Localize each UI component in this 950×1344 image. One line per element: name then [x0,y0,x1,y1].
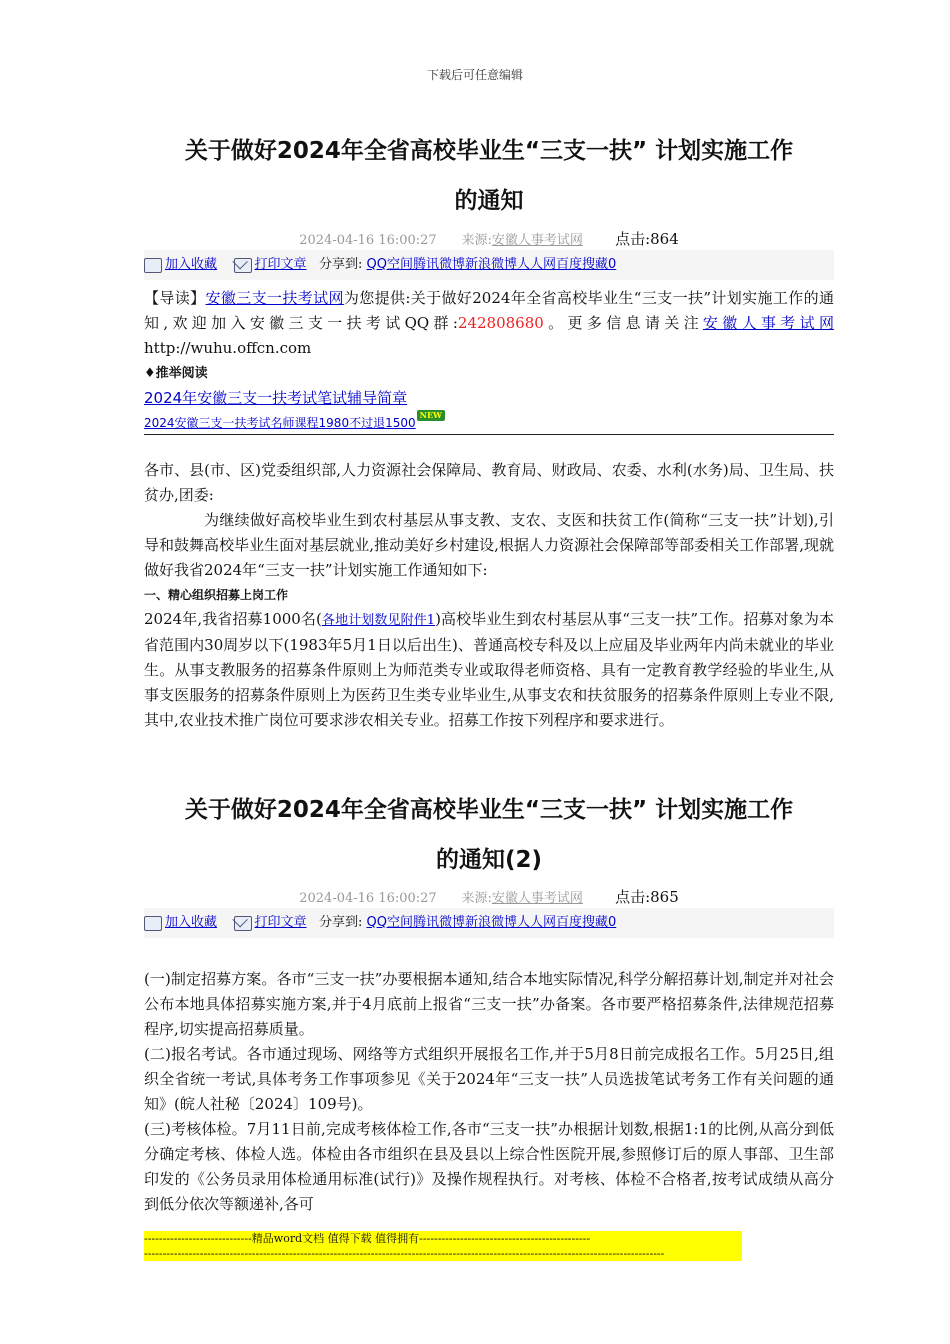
article-title-line1: 关于做好2024年全省高校毕业生“三支一扶” 计划实施工作 [184,138,794,164]
article-body-1 [144,458,834,733]
source-link[interactable]: 安徽人事考试网 [491,233,583,248]
article2-title-line1: 关于做好2024年全省高校毕业生“三支一扶” 计划实施工作 [184,797,794,823]
article2-title-line2: 的通知(2) [435,847,543,873]
footer-banner [144,1231,742,1261]
body-para-3 [144,607,834,733]
article-toolbar [144,250,834,280]
recommend-heading: ♦推举阅读 [144,366,208,381]
recommend-block [144,362,834,435]
footer-line-2: -------------------------------------------------------------------------------------------------------------------------------------------- [144,1247,665,1260]
source2-link[interactable]: 安徽人事考试网 [491,891,583,906]
article-datetime: 2024-04-16 16:00:27 [299,233,437,248]
recommend-item-1[interactable]: 2024年安徽三支一扶考试笔试辅导简章 [144,389,408,407]
intro-site2-link[interactable]: 安徽人事考试网 [702,314,834,332]
article-body-2 [144,967,834,1217]
source-label: 来源: [461,233,492,248]
add-favorite-link[interactable]: 加入收藏 [165,257,218,272]
intro-url: http://wuhu.offcn.com [144,339,312,357]
click-count: 点击:864 [615,230,679,248]
para3-text-a: 2024年,我省招募1000名( [144,610,322,628]
para3-text-b: )高校毕业生到农村基层从事“三支一扶”工作。招募对象为本省范围内30周岁以下(1983年5月1日以后出生)、普通高校专科及以上应届及毕业两年内尚未就业的毕业生。从事支教服务的招募条件原则上为师范类专业或取得老师资格、具有一定教育教学经验的毕业生,从事支医服务的招募条件原则上为医药卫生类专业毕业生,从事支农和扶贫服务的招募条件原则上专业不限,其中,农业技术推广岗位可要求涉农相关专业。招募工作按下列程序和要求进行。 [144,610,834,729]
header-note: 下载后可任意编辑 [426,68,523,82]
body-para-1: 各市、县(市、区)党委组织部,人力资源社会保障局、教育局、财政局、农委、水利(水务)局、卫生局、扶贫办,团委: [144,461,834,504]
add-favorite-link-2[interactable]: 加入收藏 [165,915,218,930]
intro-text1: 为您提供:关于做好2024年全省高校毕业生“三支一扶”计划实施工作的通知,欢迎加入安徽三支一扶考试QQ群: [144,289,834,332]
favorite-icon [144,258,162,273]
qq-number: 242808680 [457,314,544,332]
recommend-item-2[interactable]: 2024安徽三支一扶考试名师课程1980不过退1500 [144,416,416,430]
body2-para-1: (一)制定招募方案。各市“三支一扶”办要根据本通知,结合本地实际情况,科学分解招募计划,制定并对社会公布本地具体招募实施方案,并于4月底前上报省“三支一扶”办备案。各市要严格招募条件,法律规范招募程序,切实提高招募质量。 [144,970,834,1038]
print-article-link-2[interactable]: 打印文章 [254,915,307,930]
share-links[interactable]: QQ空间腾讯微博新浪微博人人网百度搜藏0 [366,257,617,272]
article2-meta [144,886,834,907]
mail-icon [234,916,252,931]
mail-icon [234,258,252,273]
divider [144,434,834,435]
click-count-2: 点击:865 [615,888,679,906]
intro-site-link[interactable]: 安徽三支一扶考试网 [205,289,344,307]
print-article-link[interactable]: 打印文章 [254,257,307,272]
article2-title [144,785,834,885]
article-title-line2: 的通知 [454,188,524,214]
body2-para-3: (三)考核体检。7月11日前,完成考核体检工作,各市“三支一扶”办根据计划数,根据1:1的比例,从高分到低分确定考核、体检人选。体检由各市组织在县及县以上综合性医院开展,参照修订后的原人事部、卫生部印发的《公务员录用体检通用标准(试行)》及操作规程执行。对考核、体检不合格者,按考试成绩从高分到低分依次等额递补,各可 [144,1120,834,1213]
article-title [144,126,834,226]
attachment-link[interactable]: 各地计划数见附件1 [321,613,436,628]
new-badge: NEW [417,410,445,421]
share-links-2[interactable]: QQ空间腾讯微博新浪微博人人网百度搜藏0 [366,915,617,930]
share-label-2: 分享到: [318,915,363,930]
section-heading: 一、精心组织招募上岗工作 [144,588,289,602]
intro-text2: 。更多信息请关注 [543,314,703,332]
footer-line-1: -----------------------------精品word文档 值得下载 值得拥有---------------------------------------------- [144,1232,591,1245]
intro-block [144,286,834,361]
article2-datetime: 2024-04-16 16:00:27 [299,891,437,906]
body2-para-2: (二)报名考试。各市通过现场、网络等方式组织开展报名工作,并于5月8日前完成报名工作。5月25日,组织全省统一考试,具体考务工作事项参见《关于2024年“三支一扶”人员选拔笔试考务工作有关问题的通知》(皖人社秘〔2024〕109号)。 [144,1045,834,1113]
article2-toolbar [144,908,834,938]
article-meta [144,228,834,249]
body-para-2: 为继续做好高校毕业生到农村基层从事支教、支农、支医和扶贫工作(简称“三支一扶”计划),引导和鼓舞高校毕业生面对基层就业,推动美好乡村建设,根据人力资源社会保障部等部委相关工作部署,现就做好我省2024年“三支一扶”计划实施工作通知如下: [144,511,834,579]
source2-label: 来源: [461,891,492,906]
favorite-icon [144,916,162,931]
share-label: 分享到: [318,257,363,272]
lead-open: 【导读】 [144,289,206,307]
